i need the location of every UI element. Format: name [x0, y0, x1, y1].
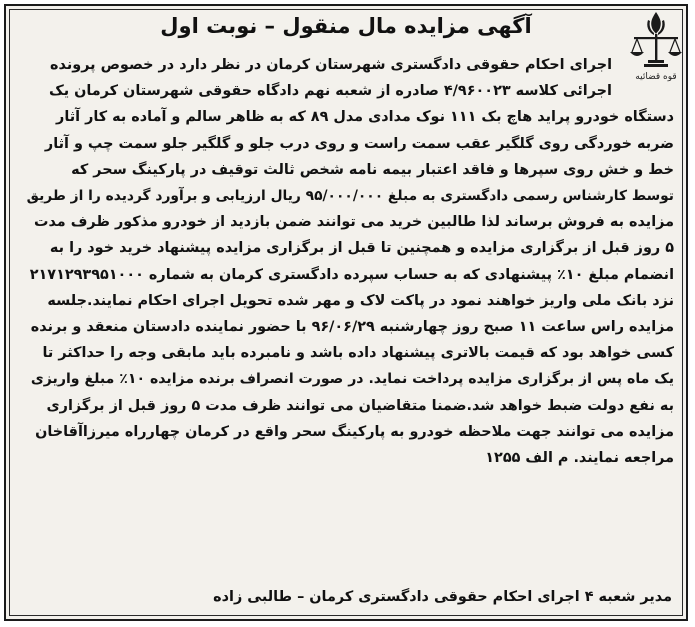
- notice-header: [14, 12, 678, 52]
- notice-title: آگهی مزایده مال منقول – نوبت اول: [160, 14, 532, 38]
- body-line: دستگاه خودرو پراید هاچ بک ۱۱۱ نوک مدادی مدل ۸۹ که به ظاهر سالم و آماده به کار آثار: [56, 109, 674, 126]
- notice-body: [18, 52, 674, 471]
- body-line: نزد بانک ملی واریز خواهند نمود در پاکت لاک و مهر شده تحویل اجرای احکام نمایند.جلسه: [47, 292, 674, 309]
- emblem-caption: قوه قضائیه: [635, 72, 677, 82]
- body-line: اجرائی کلاسه ۴/۹۶۰۰۲۳ صادره از شعبه نهم دادگاه حقوقی شهرستان کرمان یک: [48, 83, 612, 100]
- notice-signature: مدیر شعبه ۴ اجرای احکام حقوقی دادگستری کرمان – طالبی زاده: [213, 589, 672, 605]
- body-line: انضمام مبلغ ۱۰٪ پیشنهادی که به حساب سپرده دادگستری کرمان به شماره ۲۱۷۱۲۹۳۹۵۱۰۰۰: [29, 266, 674, 283]
- body-line: مزایده به فروش برساند لذا طالبین خرید می توانند ضمن بازدید از خودرو مذکور ظرف مدت: [34, 214, 674, 231]
- body-line: کسی خواهد بود که قیمت بالاتری پیشنهاد داده باشد و نامبرده باید مابقی وجه را حداکثر تا: [42, 345, 674, 362]
- body-line: یک ماه پس از برگزاری مزایده پرداخت نماید. در صورت انصراف برنده مزایده ۱۰٪ مبلغ واریزی: [30, 371, 674, 388]
- body-line: توسط کارشناس رسمی دادگستری به مبلغ ۹۵/۰۰۰/۰۰۰ ریال ارزیابی و برآورد گردیده را از طریق: [26, 188, 674, 205]
- body-line: مراجعه نمایند. م الف ۱۲۵۵: [485, 450, 674, 467]
- body-line: ضربه خوردگی روی گلگیر عقب سمت راست و روی درب جلو و گلگیر جلو سمت چپ و آثار: [44, 135, 674, 152]
- body-line: خط و خش روی سپرها و فاقد اعتبار بیمه نامه شخص ثالث توقیف در پارکینگ سحر که: [71, 161, 674, 178]
- auction-notice: [4, 4, 688, 621]
- body-line: اجرای احکام حقوقی دادگستری شهرستان کرمان در نظر دارد در خصوص پرونده: [50, 57, 612, 73]
- body-line: مزایده می توانند جهت ملاحظه خودرو به پارکینگ سحر واقع در کرمان چهارراه میرزاآقاخان: [35, 423, 674, 440]
- body-line: به نفع دولت ضبط خواهد شد.ضمنا متقاضیان می توانند ظرف مدت ۵ روز قبل از برگزاری: [46, 397, 674, 414]
- body-line: ۵ روز قبل از برگزاری مزایده و همچنین تا قبل از برگزاری مزایده پیشنهاد خرید خود را به: [49, 240, 674, 257]
- body-line: مزایده راس ساعت ۱۱ صبح روز چهارشنبه ۹۶/۰۶/۲۹ با حضور نماینده دادستان منعقد و برنده: [30, 319, 674, 336]
